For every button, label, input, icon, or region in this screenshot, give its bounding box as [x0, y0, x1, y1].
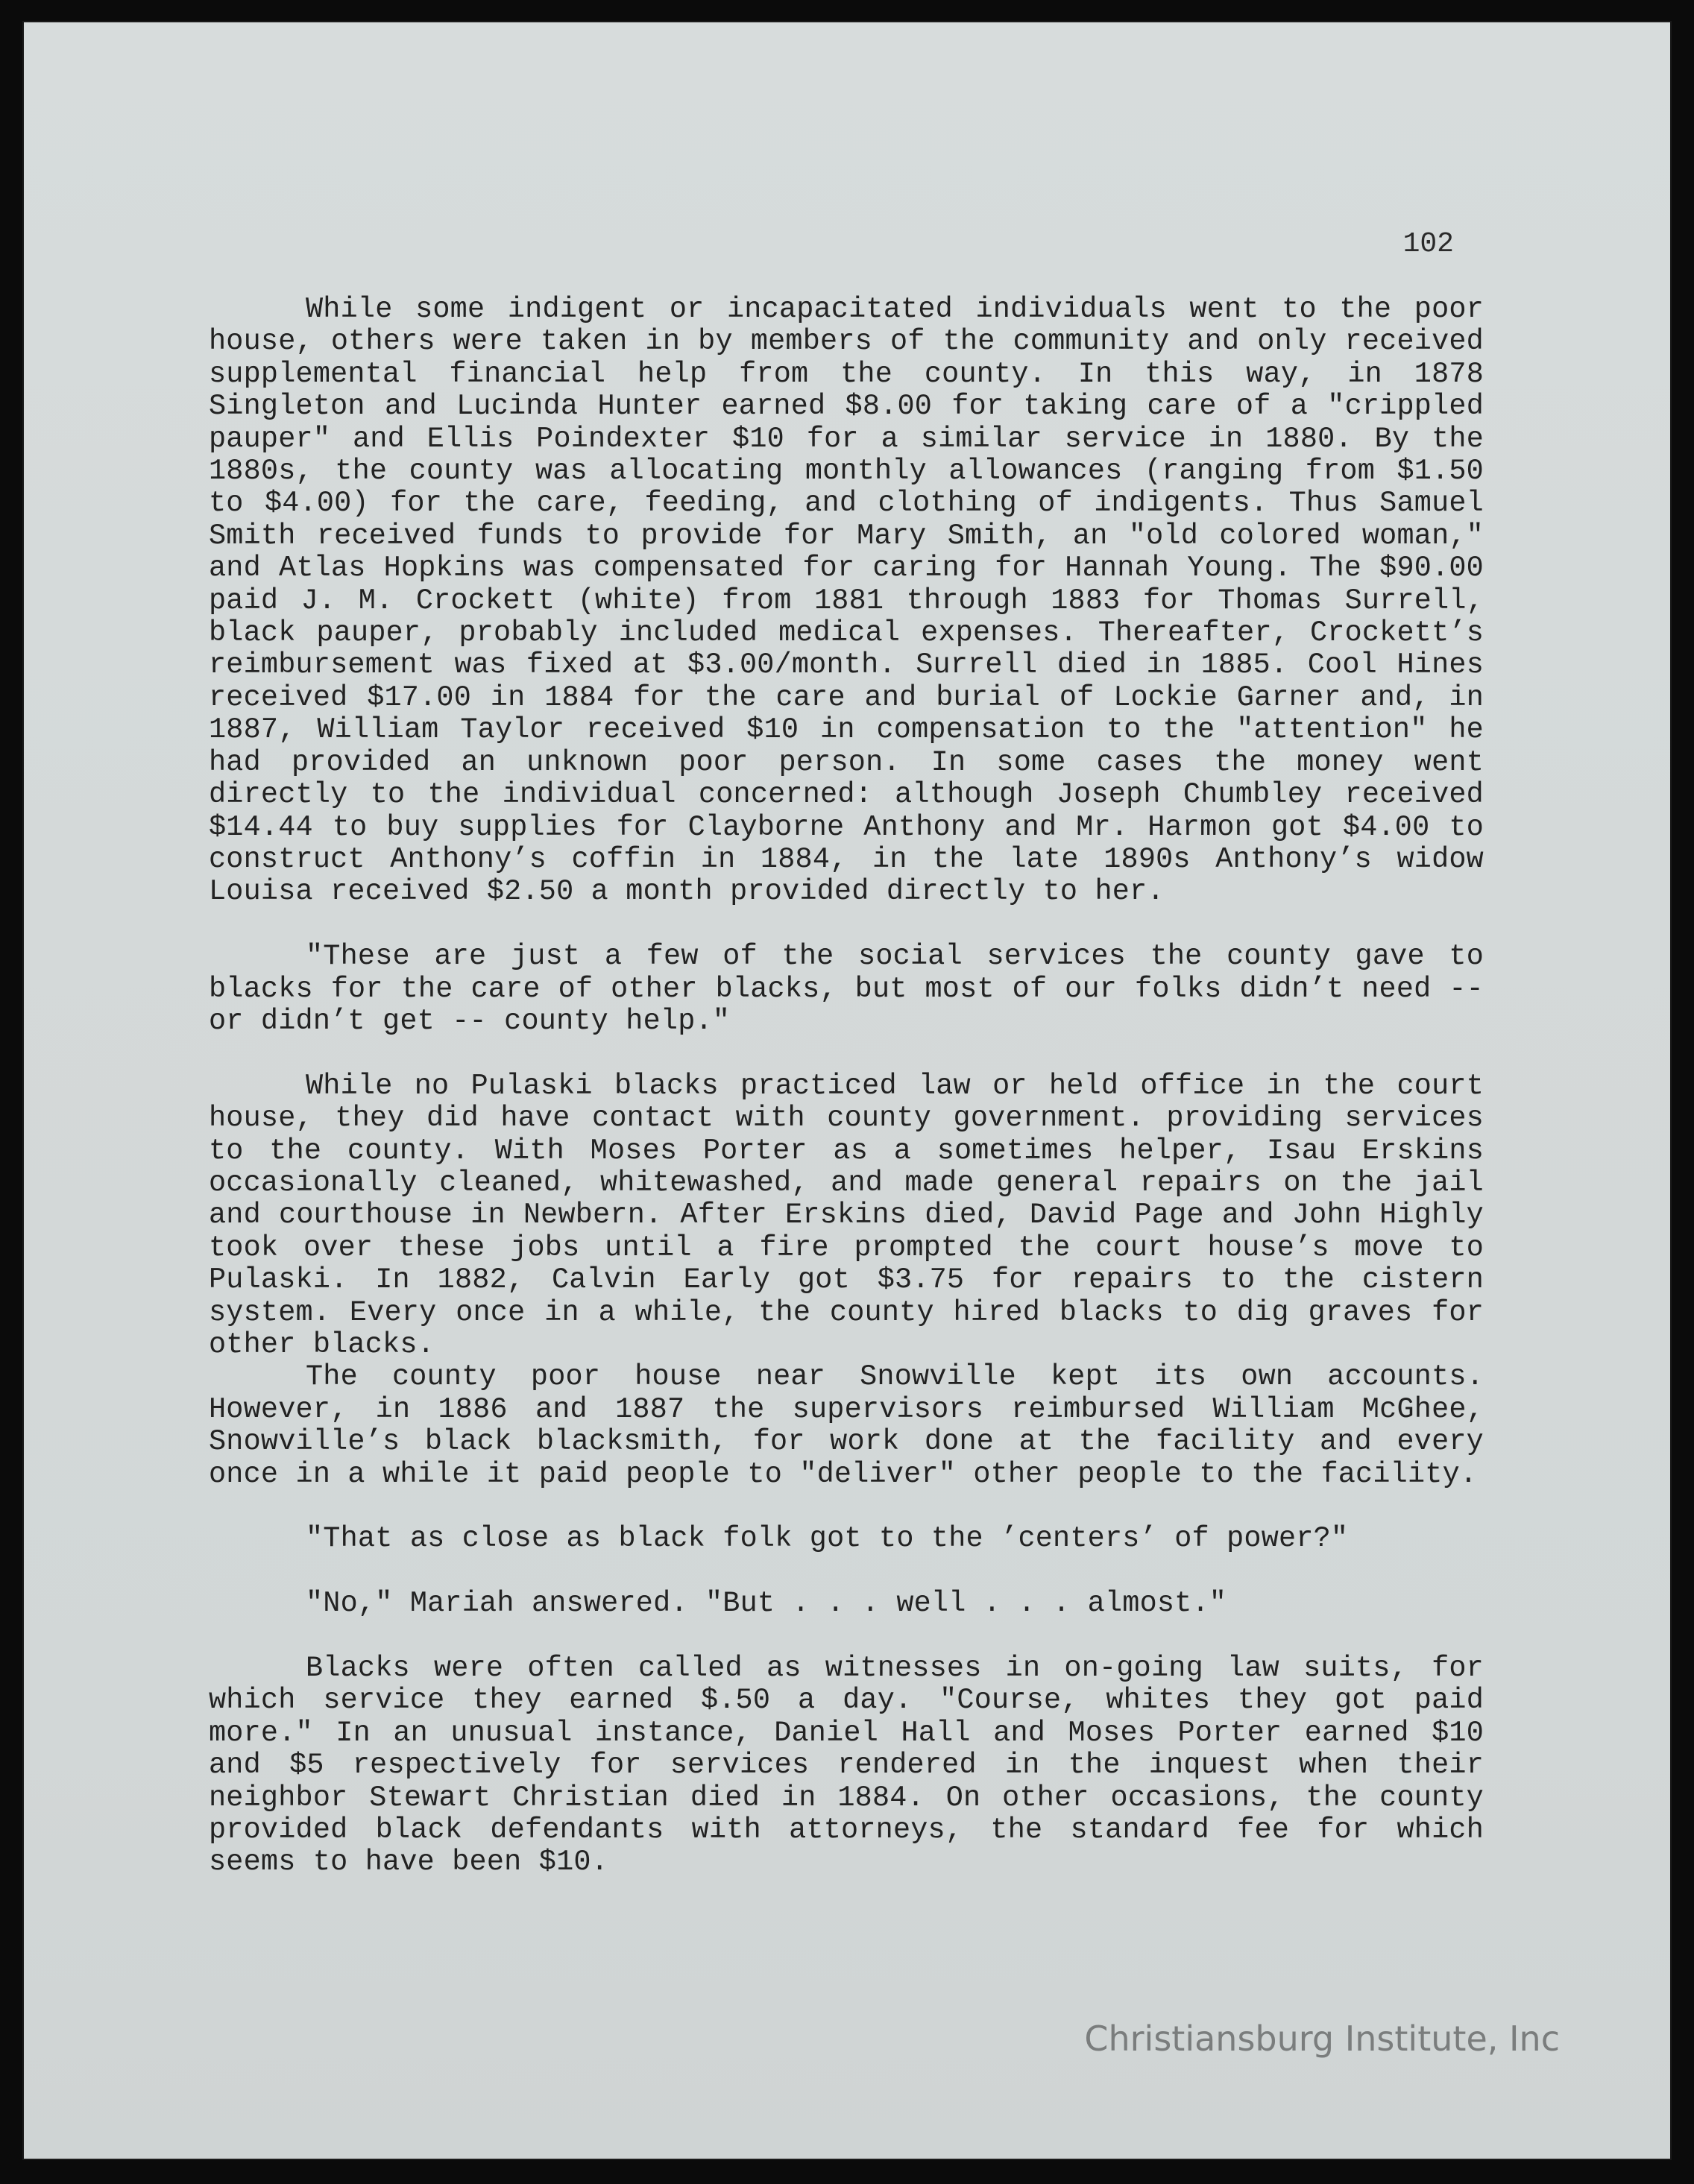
paragraph-witnesses: Blacks were often called as witnesses in on-going law suits, for which service they earned $.50 a day. "Course, whites they got paid more." In an unusual instance, Daniel Hall and Moses Porter earned $10 and $5 respectively for services rendered in the inquest when their neighbor Stewart Christian died in 1884. On other occasions, the county provided black defendants with attorneys, the standard fee for which seems to have been $10.	[209, 1651, 1484, 1879]
document-body	[209, 294, 1484, 1879]
watermark-text: Christiansburg Institute, Inc	[1084, 2019, 1560, 2059]
paragraph-spacer	[209, 1556, 1484, 1588]
document-page	[22, 21, 1672, 2160]
quote-few-services: "These are just a few of the social services the county gave to blacks for the care of other blacks, but most of our folks didn’t need -- or didn’t get -- county help."	[209, 940, 1484, 1038]
paragraph-poor-house: The county poor house near Snowville kept its own accounts. However, in 1886 and 1887 the supervisors reimbursed William McGhee, Snowville’s black blacksmith, for work done at the facility and every once in a while it paid people to "deliver" other people to the facility.	[209, 1360, 1484, 1491]
page-number: 102	[1402, 228, 1454, 260]
paragraph-spacer	[209, 909, 1484, 941]
paragraph-social-services: While some indigent or incapacitated individuals went to the poor house, others were taken in by members of the community and only received supplemental financial help from the county. In this way, in 1878 Singleton and Lucinda Hunter earned $8.00 for taking care of a "crippled pauper" and Ellis Poindexter $10 for a similar service in 1880. By the 1880s, the county was allocating monthly allowances (ranging from $1.50 to $4.00) for the care, feeding, and clothing of indigents. Thus Samuel Smith received funds to provide for Mary Smith, an "old colored woman," and Atlas Hopkins was compensated for caring for Hannah Young. The $90.00 paid J. M. Crockett (white) from 1881 through 1883 for Thomas Surrell, black pauper, probably included medical expenses. Thereafter, Crockett’s reimbursement was fixed at $3.00/month. Surrell died in 1885. Cool Hines received $17.00 in 1884 for the care and burial of Lockie Garner and, in 1887, William Taylor received $10 in compensation to the "attention" he had provided an unknown poor person. In some cases the money went directly to the individual concerned: although Joseph Chumbley received $14.44 to buy supplies for Clayborne Anthony and Mr. Harmon got $4.00 to construct Anthony’s coffin in 1884, in the late 1890s Anthony’s widow Louisa received $2.50 a month provided directly to her.	[209, 293, 1484, 909]
paragraph-spacer	[209, 1620, 1484, 1653]
paragraph-spacer	[209, 1491, 1484, 1523]
quote-mariah-answer: "No," Mariah answered. "But . . . well . . . almost."	[306, 1587, 1227, 1620]
paragraph-spacer	[209, 1038, 1484, 1070]
quote-centers-of-power: "That as close as black folk got to the ’centers’ of power?"	[306, 1522, 1349, 1556]
paragraph-county-government: While no Pulaski blacks practiced law or held office in the court house, they did have contact with county government. providing services to the county. With Moses Porter as a sometimes helper, Isau Erskins occasionally cleaned, whitewashed, and made general repairs on the jail and courthouse in Newbern. After Erskins died, David Page and John Highly took over these jobs until a fire prompted the court house’s move to Pulaski. In 1882, Calvin Early got $3.75 for repairs to the cistern system. Every once in a while, the county hired blacks to dig graves for other blacks.	[209, 1069, 1484, 1361]
